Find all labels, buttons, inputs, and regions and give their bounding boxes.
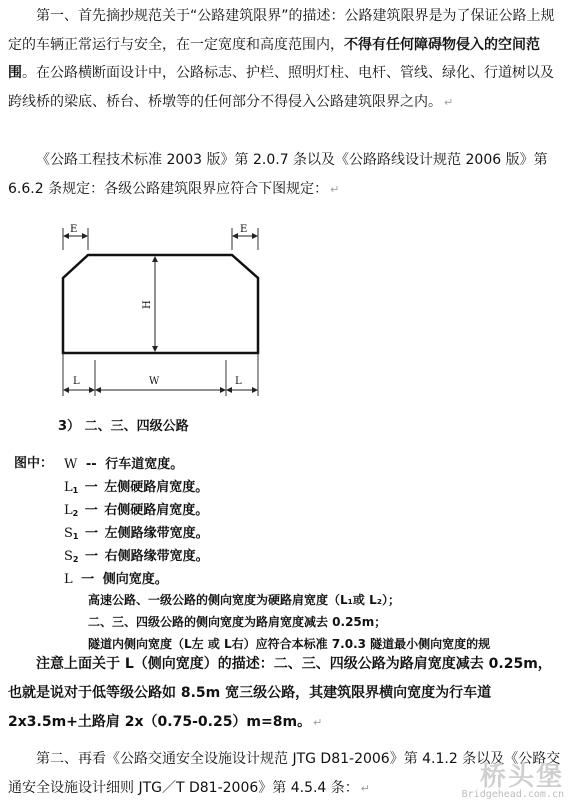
legend-note: 二、三、四级公路的侧向宽度为路肩宽度减去 0.25m； [88,615,387,629]
legend-note: 高速公路、一级公路的侧向宽度为硬路肩宽度（L₁或 L₂）； [88,593,400,607]
watermark-logo [462,756,564,800]
clearance-diagram [0,210,570,446]
legend-subscript: 1 [72,486,79,495]
legend-symbol: L [64,572,73,587]
paragraph-standard-reference [8,146,564,204]
paragraph-text: 第二、再看《公路交通安全设施设计规范 JTG D81-2006》第 4.1.2 条以及《公路交通安全设施设计细则 JTG／T D81-2006》第 4.5.4 条： [8,751,561,796]
label-w: W [149,376,160,387]
legend-symbol: W [64,457,78,472]
paragraph-text: 《公路工程技术标准 2003 版》第 2.0.7 条以及《公路路线设计规范 2006 版》第 6.6.2 条规定：各级公路建筑限界应符合下图规定： [8,152,548,197]
watermark-en: Bridgehead.com.cn [461,789,564,800]
legend-symbol: L [64,480,73,495]
legend-item [64,522,209,541]
label-l-right: L [235,376,242,387]
label-e-left: E [70,224,78,235]
clearance-outline [63,255,258,353]
legend-description: 右侧硬路肩宽度。 [104,503,209,518]
legend-item [64,453,183,472]
legend-subscript: 2 [72,555,79,564]
paragraph-text: 注意上面关于 L（侧向宽度）的描述：二、三、四级公路为路肩宽度减去 0.25m，也就是说对于低等级公路如 8.5m 宽三级公路，其建筑限界横向宽度为行车道 2x3.5m+土路肩 2x（0.75-0.25）m=8m。 [8,656,552,730]
paragraph-lateral-width-note [8,650,564,737]
legend-item [64,476,208,495]
legend-note: 隧道内侧向宽度（L左 或 L右）应符合本标准 7.0.3 隧道最小侧向宽度的规 [88,637,491,651]
diagram-caption: 3） 二、三、四级公路 [58,419,189,434]
watermark-cn: 桥头堡 [479,762,564,792]
legend-item [64,545,209,564]
legend-separator: 一 [85,549,99,564]
legend-description: 行车道宽度。 [105,457,184,472]
paragraph-text: 第一、首先摘抄规范关于“公路建筑限界”的描述：公路建筑限界是为了保证公路上规定的车辆正常运行与安全，在一定宽度和高度范围内， [8,8,555,53]
legend-description: 左侧路缘带宽度。 [104,526,209,541]
legend-symbol: S [64,526,73,541]
paragraph-mark: ↵ [313,716,323,729]
paragraph-mark: ↵ [444,95,454,109]
legend-separator: -- [85,457,97,472]
legend-subscript: 2 [72,509,79,518]
legend-description: 侧向宽度。 [102,572,168,587]
paragraph-text: 。在公路横断面设计中，公路标志、护栏、照明灯柱、电杆、管线、绿化、行道树以及跨线桥的梁底、桥台、桥墩等的任何部分不得侵入公路建筑限界之内。 [8,65,554,110]
label-l-left: L [73,376,80,387]
legend-item [64,499,208,518]
legend-description: 右侧路缘带宽度。 [104,549,209,564]
label-e-right: E [240,224,248,235]
paragraph-definition [8,2,564,117]
paragraph-emphasis: 不得有任何障碍物侵入的空间范围 [8,36,540,81]
legend-subscript: 1 [72,532,79,541]
legend-separator: 一 [81,572,95,587]
legend-separator: 一 [84,480,98,495]
legend-symbol: L [64,503,73,518]
legend-separator: 一 [85,526,99,541]
paragraph-mark: ↵ [360,781,370,795]
legend-separator: 一 [84,503,98,518]
legend-item [64,568,168,587]
legend-description: 左侧硬路肩宽度。 [104,480,209,495]
label-h: H [142,300,153,309]
legend-heading: 图中： [14,456,54,471]
paragraph-mark: ↵ [330,182,340,196]
legend-symbol: S [64,549,73,564]
